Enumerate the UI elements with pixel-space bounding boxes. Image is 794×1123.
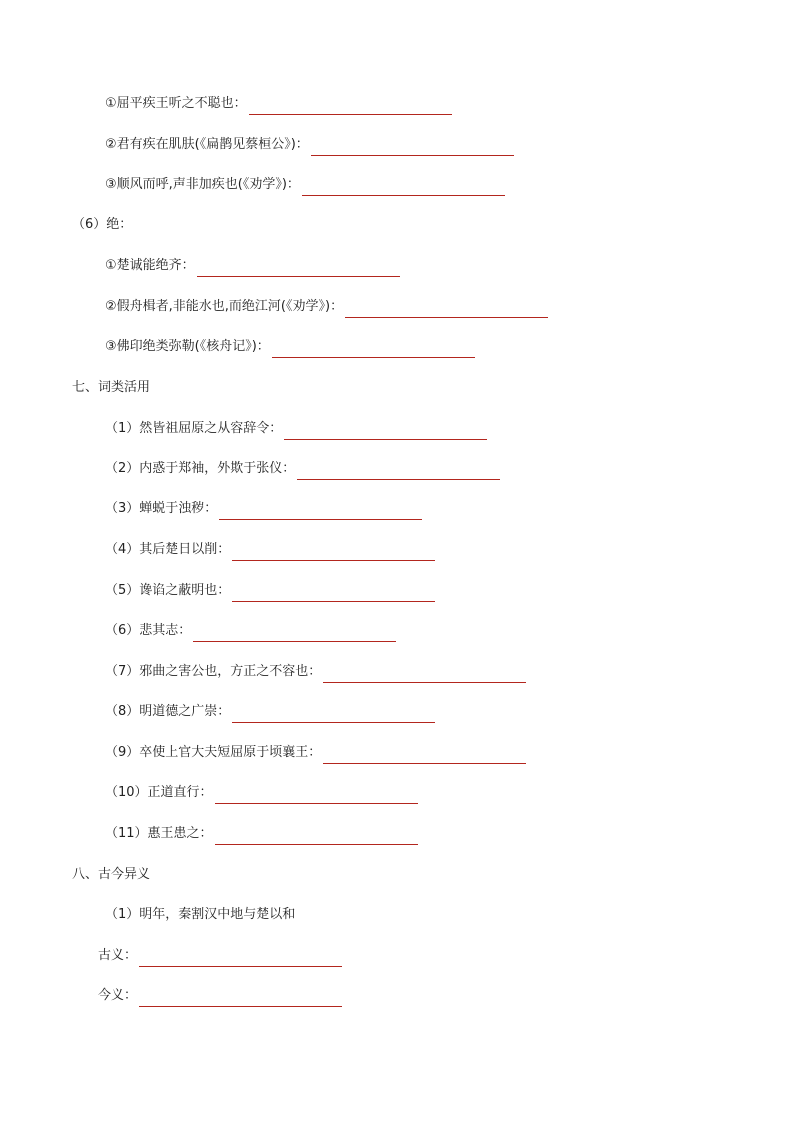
question-item bbox=[105, 255, 400, 277]
answer-blank[interactable] bbox=[215, 829, 418, 845]
question-item bbox=[105, 498, 422, 520]
answer-blank[interactable] bbox=[249, 99, 452, 115]
question-item bbox=[105, 458, 500, 480]
answer-blank[interactable] bbox=[215, 788, 418, 804]
section-title-text: 七、词类活用 bbox=[72, 380, 151, 395]
question-text: （9）卒使上官大夫短屈原于顷襄王： bbox=[105, 745, 322, 760]
question-text: ①楚诚能绝齐： bbox=[105, 258, 195, 273]
modern-meaning-row bbox=[98, 985, 342, 1007]
question-text: ③顺风而呼,声非加疾也(《劝学》)： bbox=[105, 177, 300, 192]
question-item bbox=[105, 580, 435, 602]
answer-blank[interactable] bbox=[323, 667, 526, 683]
section-title-text: 八、古今异义 bbox=[72, 867, 151, 882]
question-text: （1）然皆祖屈原之从容辞令： bbox=[105, 421, 283, 436]
question-item bbox=[105, 336, 475, 358]
question-item bbox=[105, 539, 435, 561]
question-item bbox=[105, 661, 526, 683]
question-item bbox=[105, 134, 514, 156]
question-text: （11）惠王患之： bbox=[105, 826, 213, 841]
question-item bbox=[105, 174, 505, 196]
question-text: （3）蝉蜕于浊秽： bbox=[105, 501, 218, 516]
question-item bbox=[105, 701, 435, 723]
answer-blank[interactable] bbox=[193, 626, 396, 642]
question-item bbox=[105, 93, 452, 115]
answer-blank[interactable] bbox=[232, 707, 435, 723]
section-title bbox=[72, 377, 150, 399]
answer-blank[interactable] bbox=[232, 545, 435, 561]
question-text: （10）正道直行： bbox=[105, 785, 213, 800]
ancient-meaning-label: 古义： bbox=[98, 948, 138, 963]
question-text: ②君有疾在肌肤(《扁鹊见蔡桓公》)： bbox=[105, 137, 309, 152]
question-text: ①屈平疾王听之不聪也： bbox=[105, 96, 247, 111]
question-text: ③佛印绝类弥勒(《核舟记》)： bbox=[105, 339, 270, 354]
question-item bbox=[105, 620, 396, 642]
question-text: （6）悲其志： bbox=[105, 623, 192, 638]
question-item bbox=[105, 418, 487, 440]
subsection-title bbox=[72, 214, 132, 236]
question-text: （8）明道德之广崇： bbox=[105, 704, 231, 719]
modern-meaning-label: 今义： bbox=[98, 988, 138, 1003]
question-item bbox=[105, 742, 526, 764]
answer-blank[interactable] bbox=[197, 261, 400, 277]
question-text: （5）谗谄之蔽明也： bbox=[105, 583, 231, 598]
question-text: （7）邪曲之害公也，方正之不容也： bbox=[105, 664, 322, 679]
question-text: ②假舟楫者,非能水也,而绝江河(《劝学》)： bbox=[105, 299, 344, 314]
ancient-meaning-row bbox=[98, 945, 342, 967]
question-item bbox=[105, 296, 548, 318]
answer-blank[interactable] bbox=[345, 302, 548, 318]
answer-blank[interactable] bbox=[297, 464, 500, 480]
question-item bbox=[105, 782, 418, 804]
answer-blank[interactable] bbox=[139, 951, 342, 967]
answer-blank[interactable] bbox=[139, 991, 342, 1007]
answer-blank[interactable] bbox=[302, 180, 505, 196]
subsection-title-text: （6）绝： bbox=[72, 217, 133, 232]
answer-blank[interactable] bbox=[323, 748, 526, 764]
question-text: （2）内惑于郑袖，外欺于张仪： bbox=[105, 461, 296, 476]
answer-blank[interactable] bbox=[311, 140, 514, 156]
question-text: （4）其后楚日以削： bbox=[105, 542, 231, 557]
answer-blank[interactable] bbox=[219, 504, 422, 520]
question-item bbox=[105, 904, 295, 926]
answer-blank[interactable] bbox=[232, 586, 435, 602]
answer-blank[interactable] bbox=[284, 424, 487, 440]
section-title bbox=[72, 864, 150, 886]
question-item bbox=[105, 823, 418, 845]
answer-blank[interactable] bbox=[272, 342, 475, 358]
question-text: （1）明年，秦割汉中地与楚以和 bbox=[105, 907, 296, 922]
